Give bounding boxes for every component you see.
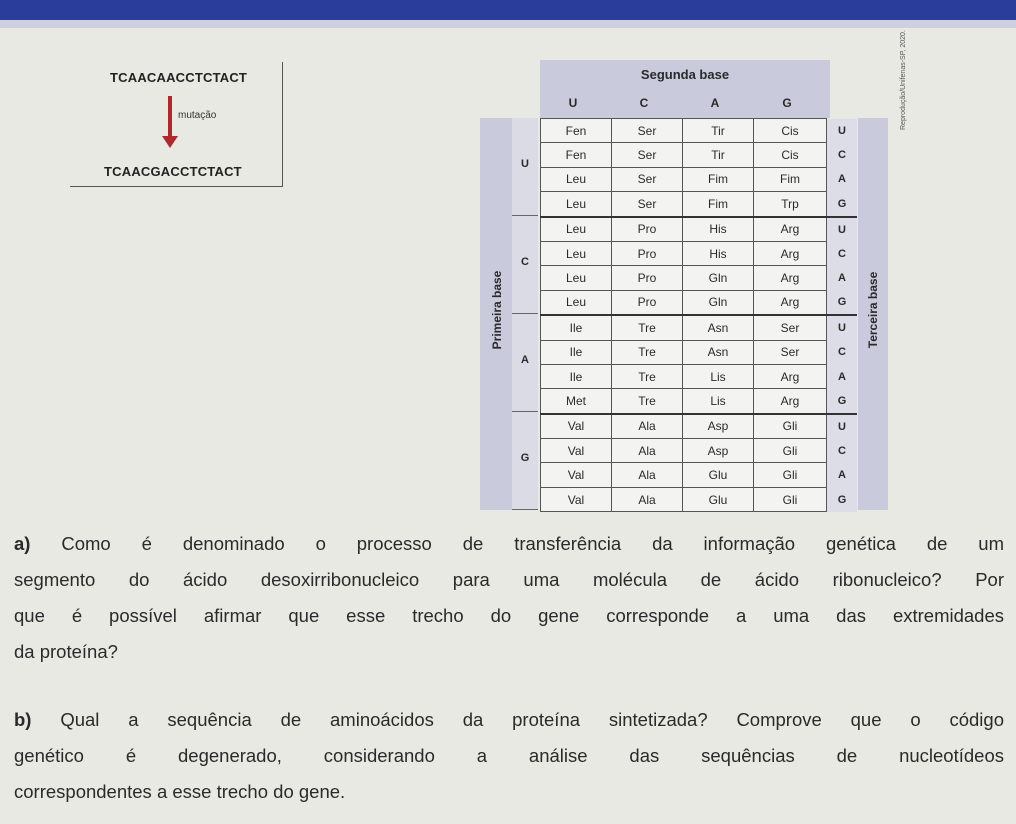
- codon-row: [541, 143, 858, 167]
- first-base-u-group: [512, 118, 538, 216]
- codon-row: [541, 439, 858, 463]
- codon-cell: Lis: [683, 364, 754, 388]
- third-base-cell: C: [827, 340, 858, 364]
- codon-cell: Ala: [612, 414, 683, 439]
- third-base-cell: G: [827, 389, 858, 414]
- codon-row: [541, 414, 858, 439]
- codon-cell: Gli: [754, 414, 827, 439]
- third-base-cell: U: [827, 414, 858, 439]
- third-base-cell: C: [827, 439, 858, 463]
- mutation-figure: [70, 62, 283, 187]
- codon-cell: Fen: [541, 119, 612, 143]
- first-base-g: G: [520, 452, 530, 464]
- codon-row: [541, 340, 858, 364]
- mutation-arrow: [168, 96, 172, 140]
- codon-cell: Asp: [683, 414, 754, 439]
- question-a-line-1: Como é denominado o processo de transferência da informação genética de um: [61, 533, 1005, 554]
- first-base-label: Primeira base: [490, 270, 504, 350]
- codon-cell: Ile: [541, 315, 612, 340]
- codon-cell: Gli: [754, 487, 827, 511]
- codon-cell: Asn: [683, 315, 754, 340]
- codon-cell: Arg: [754, 290, 827, 315]
- third-base-column: [858, 118, 888, 510]
- top-banner-stripe: [0, 20, 1016, 28]
- first-base-c-group: [512, 216, 538, 314]
- codon-cell: Arg: [754, 217, 827, 242]
- codon-cell: His: [683, 217, 754, 242]
- first-base-a-group: [512, 314, 538, 412]
- codon-cell: Arg: [754, 241, 827, 265]
- codon-cell: Tre: [612, 364, 683, 388]
- codon-cell: Leu: [541, 241, 612, 265]
- second-base-u: U: [568, 96, 578, 110]
- codon-cell: Fim: [683, 192, 754, 217]
- codon-cell: Val: [541, 414, 612, 439]
- codon-cell: Tre: [612, 315, 683, 340]
- codon-row: [541, 192, 858, 217]
- third-base-cell: C: [827, 143, 858, 167]
- codon-cell: Trp: [754, 192, 827, 217]
- codon-cell: Pro: [612, 290, 683, 315]
- third-base-cell: U: [827, 217, 858, 242]
- codon-cell: Ser: [612, 167, 683, 191]
- codon-cell: Val: [541, 463, 612, 487]
- codon-cell: Fen: [541, 143, 612, 167]
- question-a-line-2: segmento do ácido desoxirribonucleico para uma molécula de ácido ribonucleico? Por: [14, 569, 1004, 590]
- codon-cell: Pro: [612, 241, 683, 265]
- image-credit: Reprodução/Unifenas-SP, 2020.: [900, 30, 907, 130]
- codon-row: [541, 487, 858, 511]
- codon-cell: Tir: [683, 119, 754, 143]
- first-base-g-group: [512, 412, 538, 510]
- second-base-g: G: [782, 96, 792, 110]
- second-base-a: A: [710, 96, 720, 110]
- codon-cell: Gli: [754, 439, 827, 463]
- codon-cell: Pro: [612, 266, 683, 290]
- codon-table: [540, 118, 857, 512]
- codon-cell: Leu: [541, 290, 612, 315]
- codon-row: [541, 241, 858, 265]
- second-base-title: Segunda base: [640, 67, 730, 82]
- codon-cell: Asn: [683, 340, 754, 364]
- question-a-label: a): [14, 533, 31, 554]
- codon-cell: Gln: [683, 266, 754, 290]
- codon-cell: Tir: [683, 143, 754, 167]
- codon-cell: Gln: [683, 290, 754, 315]
- mutation-label: mutação: [178, 110, 217, 121]
- first-base-u: U: [521, 158, 529, 170]
- codon-cell: Leu: [541, 167, 612, 191]
- question-b: [14, 702, 1004, 810]
- first-base-a: A: [521, 354, 529, 366]
- codon-row: [541, 167, 858, 191]
- codon-row: [541, 266, 858, 290]
- codon-cell: Asp: [683, 439, 754, 463]
- third-base-cell: U: [827, 119, 858, 143]
- codon-cell: His: [683, 241, 754, 265]
- third-base-label: Terceira base: [866, 271, 880, 349]
- codon-cell: Pro: [612, 217, 683, 242]
- codon-cell: Met: [541, 389, 612, 414]
- third-base-cell: A: [827, 463, 858, 487]
- codon-cell: Ala: [612, 439, 683, 463]
- second-base-c: C: [639, 96, 649, 110]
- codon-cell: Ala: [612, 463, 683, 487]
- codon-row: [541, 463, 858, 487]
- third-base-cell: A: [827, 364, 858, 388]
- codon-row: [541, 217, 858, 242]
- codon-cell: Lis: [683, 389, 754, 414]
- codon-row: [541, 119, 858, 143]
- codon-row: [541, 389, 858, 414]
- first-base-column: [480, 118, 512, 510]
- mutated-sequence: TCAACGACCTCTACT: [104, 164, 242, 179]
- codon-cell: Glu: [683, 487, 754, 511]
- codon-cell: Cis: [754, 143, 827, 167]
- question-a: [14, 526, 1004, 670]
- codon-cell: Arg: [754, 364, 827, 388]
- question-a-line-3: que é possível afirmar que esse trecho do gene corresponde a uma das extremidades: [14, 605, 1004, 626]
- codon-cell: Ala: [612, 487, 683, 511]
- codon-cell: Val: [541, 487, 612, 511]
- codon-cell: Ser: [754, 340, 827, 364]
- codon-cell: Leu: [541, 266, 612, 290]
- third-base-cell: U: [827, 315, 858, 340]
- third-base-cell: C: [827, 241, 858, 265]
- question-b-line-2: genético é degenerado, considerando a análise das sequências de nucleotídeos: [14, 745, 1004, 766]
- codon-row: [541, 364, 858, 388]
- codon-cell: Arg: [754, 266, 827, 290]
- codon-cell: Tre: [612, 340, 683, 364]
- question-b-line-1: Qual a sequência de aminoácidos da proteína sintetizada? Comprove que o código: [60, 709, 1004, 730]
- codon-cell: Val: [541, 439, 612, 463]
- question-a-line-4: da proteína?: [14, 641, 118, 662]
- codon-row: [541, 315, 858, 340]
- question-b-line-3: correspondentes a esse trecho do gene.: [14, 781, 346, 802]
- codon-row: [541, 290, 858, 315]
- codon-cell: Ser: [612, 192, 683, 217]
- codon-cell: Fim: [754, 167, 827, 191]
- first-base-c: C: [521, 256, 529, 268]
- question-b-label: b): [14, 709, 32, 730]
- arrow-down-icon: [162, 136, 178, 148]
- codon-cell: Tre: [612, 389, 683, 414]
- codon-cell: Leu: [541, 217, 612, 242]
- third-base-cell: A: [827, 167, 858, 191]
- codon-cell: Cis: [754, 119, 827, 143]
- codon-cell: Arg: [754, 389, 827, 414]
- codon-cell: Ile: [541, 364, 612, 388]
- codon-cell: Glu: [683, 463, 754, 487]
- codon-cell: Ser: [612, 119, 683, 143]
- codon-cell: Leu: [541, 192, 612, 217]
- codon-cell: Gli: [754, 463, 827, 487]
- second-base-header: [540, 60, 830, 118]
- codon-cell: Ser: [754, 315, 827, 340]
- original-sequence: TCAACAACCTCTACT: [110, 70, 248, 85]
- third-base-cell: A: [827, 266, 858, 290]
- codon-cell: Ile: [541, 340, 612, 364]
- third-base-cell: G: [827, 487, 858, 511]
- codon-cell: Fim: [683, 167, 754, 191]
- codon-cell: Ser: [612, 143, 683, 167]
- third-base-cell: G: [827, 192, 858, 217]
- third-base-cell: G: [827, 290, 858, 315]
